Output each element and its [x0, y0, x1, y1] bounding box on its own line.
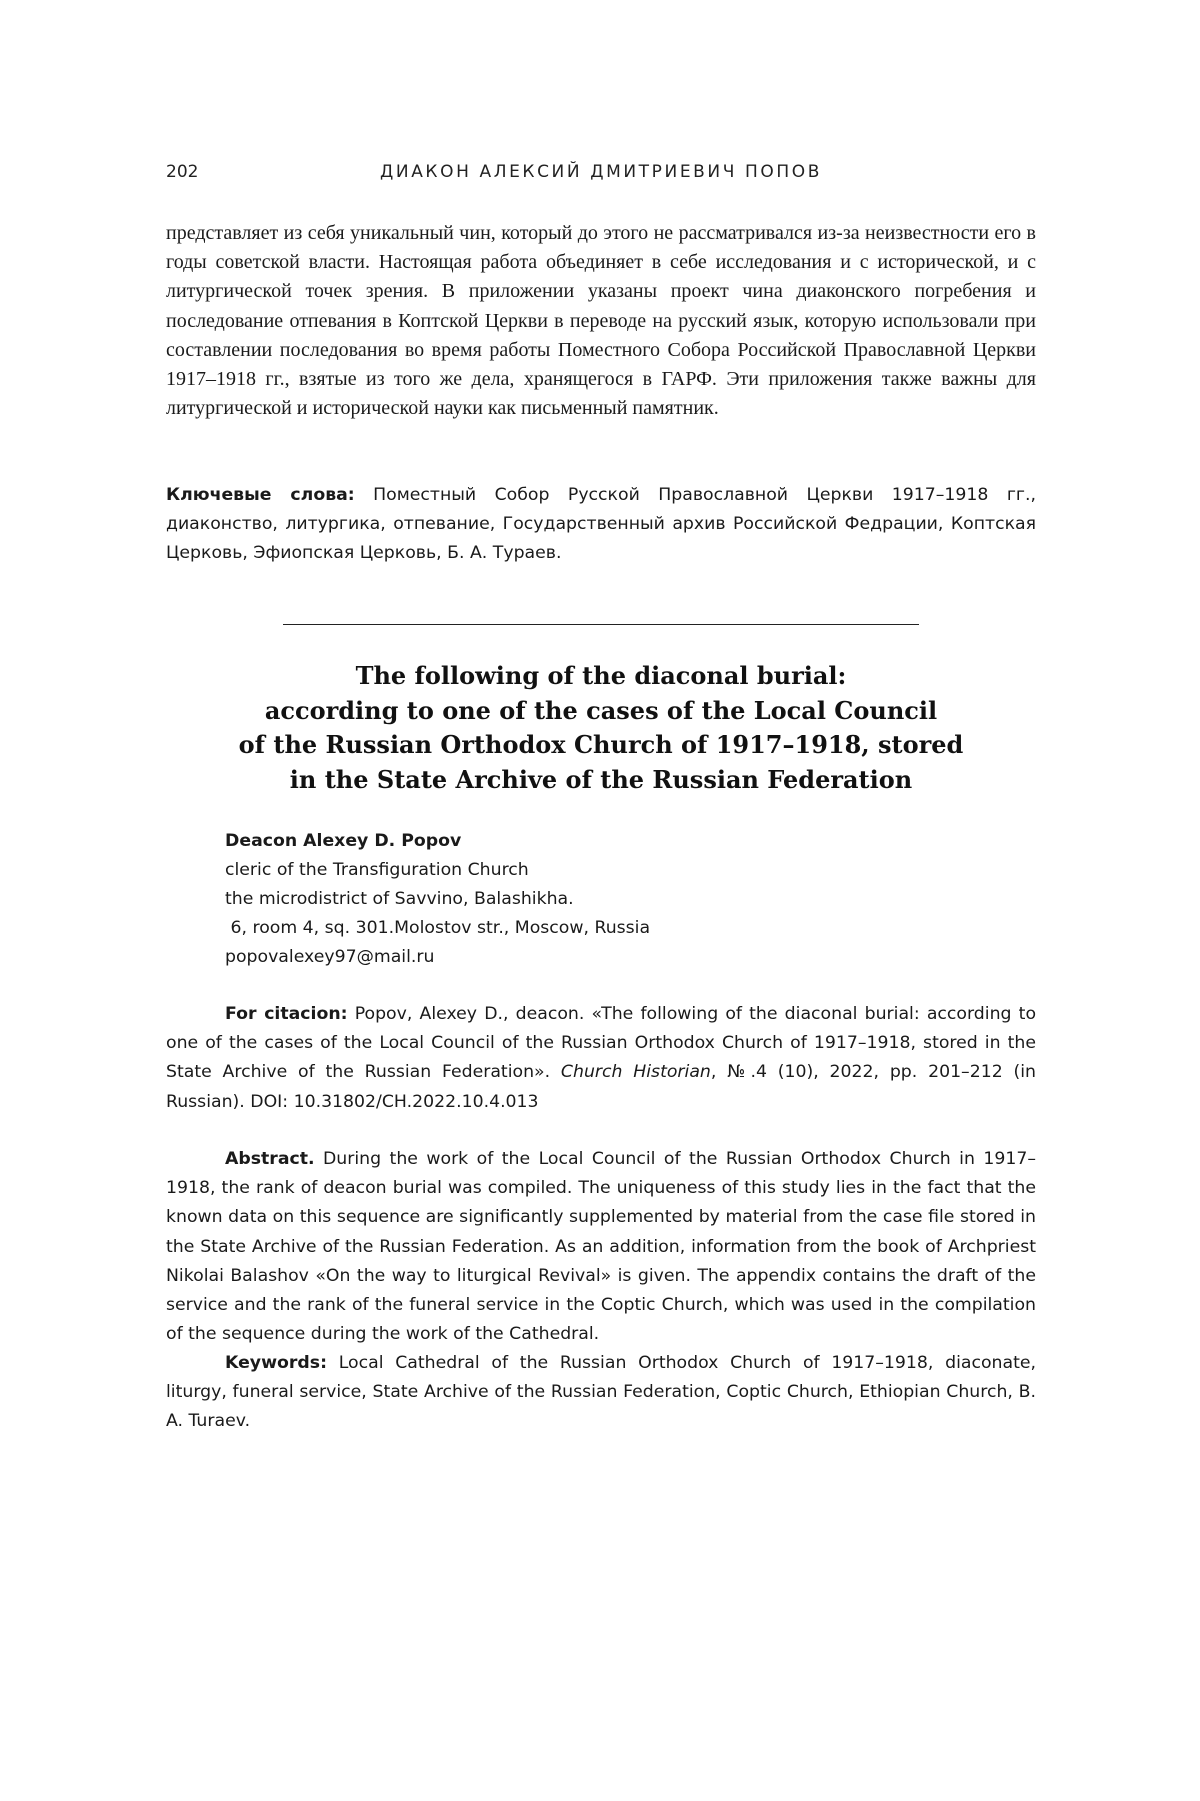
- author-position: cleric of the Transfiguration Church: [225, 856, 925, 885]
- author-address: 6, room 4, sq. 301.Molostov str., Moscow, Russia: [225, 914, 925, 943]
- english-title-line: of the Russian Orthodox Church of 1917–1918, stored: [166, 728, 1036, 763]
- citation-label: For citacion:: [225, 1004, 348, 1024]
- author-info: [225, 827, 925, 972]
- citation-journal: Church Historian: [561, 1062, 711, 1082]
- english-keywords: [166, 1349, 1036, 1437]
- citation: [166, 1000, 1036, 1117]
- author-name: Deacon Alexey D. Popov: [225, 827, 925, 856]
- russian-keywords: [166, 481, 1036, 568]
- english-title: [166, 659, 1036, 797]
- english-title-line: in the State Archive of the Russian Federation: [166, 763, 1036, 798]
- running-title: ДИАКОН АЛЕКСИЙ ДМИТРИЕВИЧ ПОПОВ: [166, 162, 1036, 182]
- english-title-line: The following of the diaconal burial:: [166, 659, 1036, 694]
- abstract-label: Abstract.: [225, 1149, 315, 1169]
- running-header: [166, 162, 1036, 186]
- keywords-label: Keywords:: [225, 1353, 327, 1373]
- english-title-line: according to one of the cases of the Local Council: [166, 694, 1036, 729]
- keywords-text: Local Cathedral of the Russian Orthodox Church of 1917–1918, diaconate, liturgy, funeral service, State Archive of the Russian Federation, Coptic Church, Ethiopian Church, B. A. Turaev.: [166, 1353, 1036, 1431]
- page-number: 202: [166, 162, 198, 182]
- abstract-text: During the work of the Local Council of the Russian Orthodox Church in 1917–1918, the rank of deacon burial was compiled. The uniqueness of this study lies in the fact that the known data on this sequence are significantly supplemented by material from the case file stored in the State Archive of the Russian Federation. As an addition, information from the book of Archpriest Nikolai Balashov «On the way to liturgical Revival» is given. The appendix contains the draft of the service and the rank of the funeral service in the Coptic Church, which was used in the compilation of the sequence during the work of the Cathedral.: [166, 1149, 1036, 1344]
- section-divider: [283, 624, 919, 625]
- russian-keywords-text: Поместный Собор Русской Православной Церкви 1917–1918 гг., диаконство, литургика, отпевание, Государственный архив Российской Федрации, Коптская Церковь, Эфиопская Церковь, Б. А. Тураев.: [166, 485, 1036, 563]
- russian-abstract-continuation: представляет из себя уникальный чин, который до этого не рассматривался из-за неизвестности его в годы советской власти. Настоящая работа объединяет в себе исследования и с исторической, и с литургической точек зрения. В приложении указаны проект чина диаконского погребения и последование отпевания в Коптской Церкви в переводе на русский язык, которую использовали при составлении последования во время работы Поместного Собора Российской Православной Церкви 1917–1918 гг., взятые из того же дела, хранящегося в ГАРФ. Эти приложения также важны для литургической и исторической науки как письменный памятник.: [166, 219, 1036, 423]
- citation-text: Popov, Alexey D., deacon. «The following of the diaconal burial: according to one of the cases of the Local Council of the Russian Orthodox Church of 1917–1918, stored in the State Archive of the Russian Federation».: [166, 1004, 1036, 1082]
- english-abstract: [166, 1145, 1036, 1349]
- citation-details: , №.4 (10), 2022, pp. 201–212 (in Russian). DOI: 10.31802/CH.2022.10.4.013: [166, 1062, 1036, 1111]
- russian-keywords-label: Ключевые слова:: [166, 485, 355, 505]
- author-district: the microdistrict of Savvino, Balashikha.: [225, 885, 925, 914]
- author-email: popovalexey97@mail.ru: [225, 943, 925, 972]
